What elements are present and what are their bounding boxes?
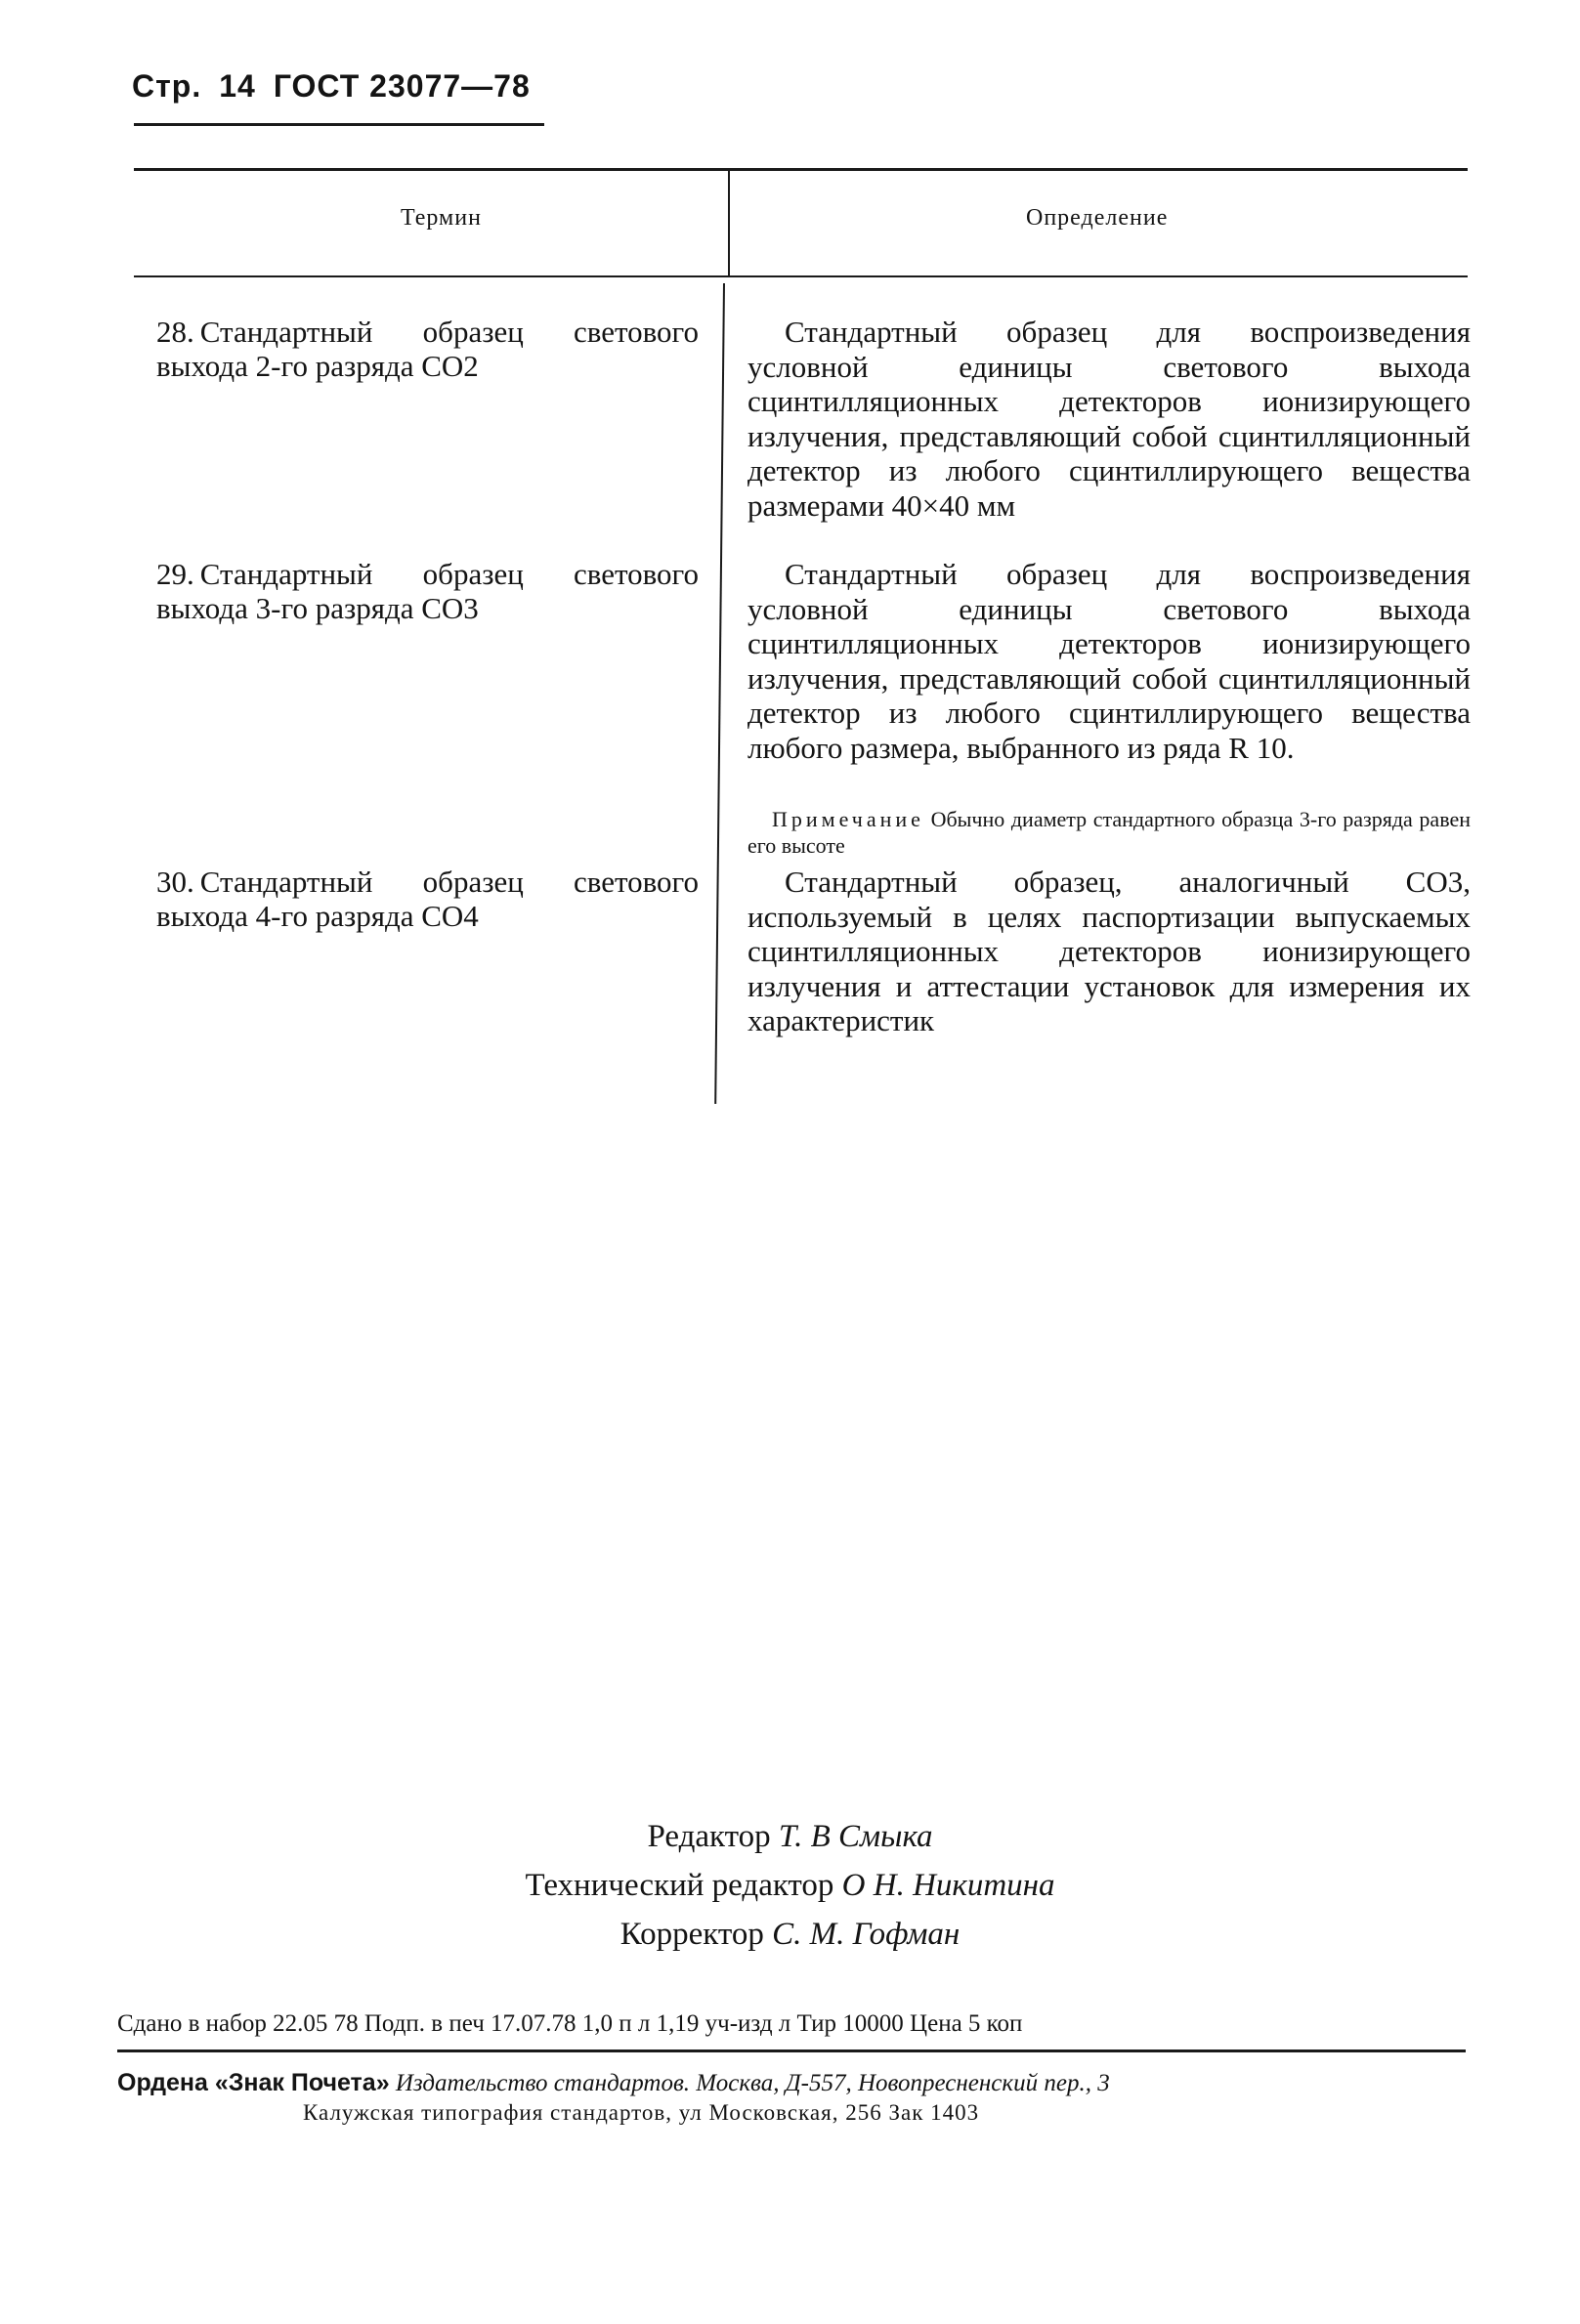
term-28 — [156, 315, 699, 383]
imprint-line-3: Калужская типография стандартов, ул Московская, 256 Зак 1403 — [303, 2100, 980, 2125]
page-label: Стр. — [132, 68, 202, 104]
note-text: Обычно диаметр стандартного образца 3-го разряда равен его высоте — [747, 807, 1471, 858]
imprint-line-1: Сдано в набор 22.05 78 Подп. в печ 17.07.78 1,0 п л 1,19 уч-изд л Тир 10000 Цена 5 коп — [117, 2010, 1023, 2037]
term-text: Стандартный образец светового выхода 4-го разряда СО4 — [156, 865, 699, 933]
note-29 — [747, 806, 1471, 859]
note-label: Примечание — [772, 807, 924, 831]
column-divider-body — [714, 283, 725, 1104]
term-text: Стандартный образец светового выхода 2-го разряда СО2 — [156, 315, 699, 383]
definition-28: Стандартный образец для воспроизведения условной единицы светового выхода сцинтилляционных детекторов ионизирующего излучения, представляющий собой сцинтилляционный детектор из любого сцинтиллирующего вещества размерами 40×40 мм — [747, 315, 1471, 523]
tech-editor-label: Технический редактор — [525, 1868, 834, 1903]
term-text: Стандартный образец светового выхода 3-го разряда СО3 — [156, 557, 699, 625]
corrector-name: С. М. Гофман — [772, 1917, 961, 1952]
tech-editor-name: О Н. Никитина — [841, 1868, 1055, 1903]
term-30 — [156, 865, 699, 933]
tech-editor-line — [0, 1861, 1580, 1910]
header-rule — [134, 123, 544, 126]
editor-line — [0, 1812, 1580, 1861]
term-number: 29. — [156, 557, 194, 591]
imprint-line-2 — [117, 2069, 1466, 2097]
table-top-rule — [134, 168, 1468, 171]
definition-30: Стандартный образец, аналогичный СО3, используемый в целях паспортизации выпускаемых сцинтилляционных детекторов ионизирующего излучения и аттестации установок для измерения их характеристик — [747, 865, 1471, 1037]
publisher: Издательство стандартов. Москва, Д-557, Новопресненский пер., 3 — [395, 2070, 1110, 2096]
column-header-term: Термин — [401, 205, 482, 231]
term-number: 30. — [156, 865, 194, 899]
page-header — [132, 68, 531, 105]
corrector-line — [0, 1910, 1580, 1959]
corrector-label: Корректор — [619, 1917, 764, 1952]
column-header-definition: Определение — [1026, 205, 1169, 231]
order-title: Ордена «Знак Почета» — [117, 2069, 390, 2096]
table-head-rule — [134, 275, 1468, 277]
page-number: 14 — [219, 68, 256, 104]
credits — [0, 1812, 1580, 1959]
editor-name: Т. В Смыка — [778, 1819, 933, 1854]
term-number: 28. — [156, 315, 194, 349]
editor-label: Редактор — [647, 1819, 771, 1854]
term-29 — [156, 557, 699, 625]
standard-designation: ГОСТ 23077—78 — [273, 68, 531, 104]
column-divider-head — [728, 168, 730, 275]
imprint-rule — [117, 2049, 1466, 2052]
definition-29: Стандартный образец для воспроизведения условной единицы светового выхода сцинтилляционных детекторов ионизирующего излучения, представляющий собой сцинтилляционный детектор из любого сцинтиллирующего вещества любого размера, выбранного из ряда R 10. — [747, 557, 1471, 765]
